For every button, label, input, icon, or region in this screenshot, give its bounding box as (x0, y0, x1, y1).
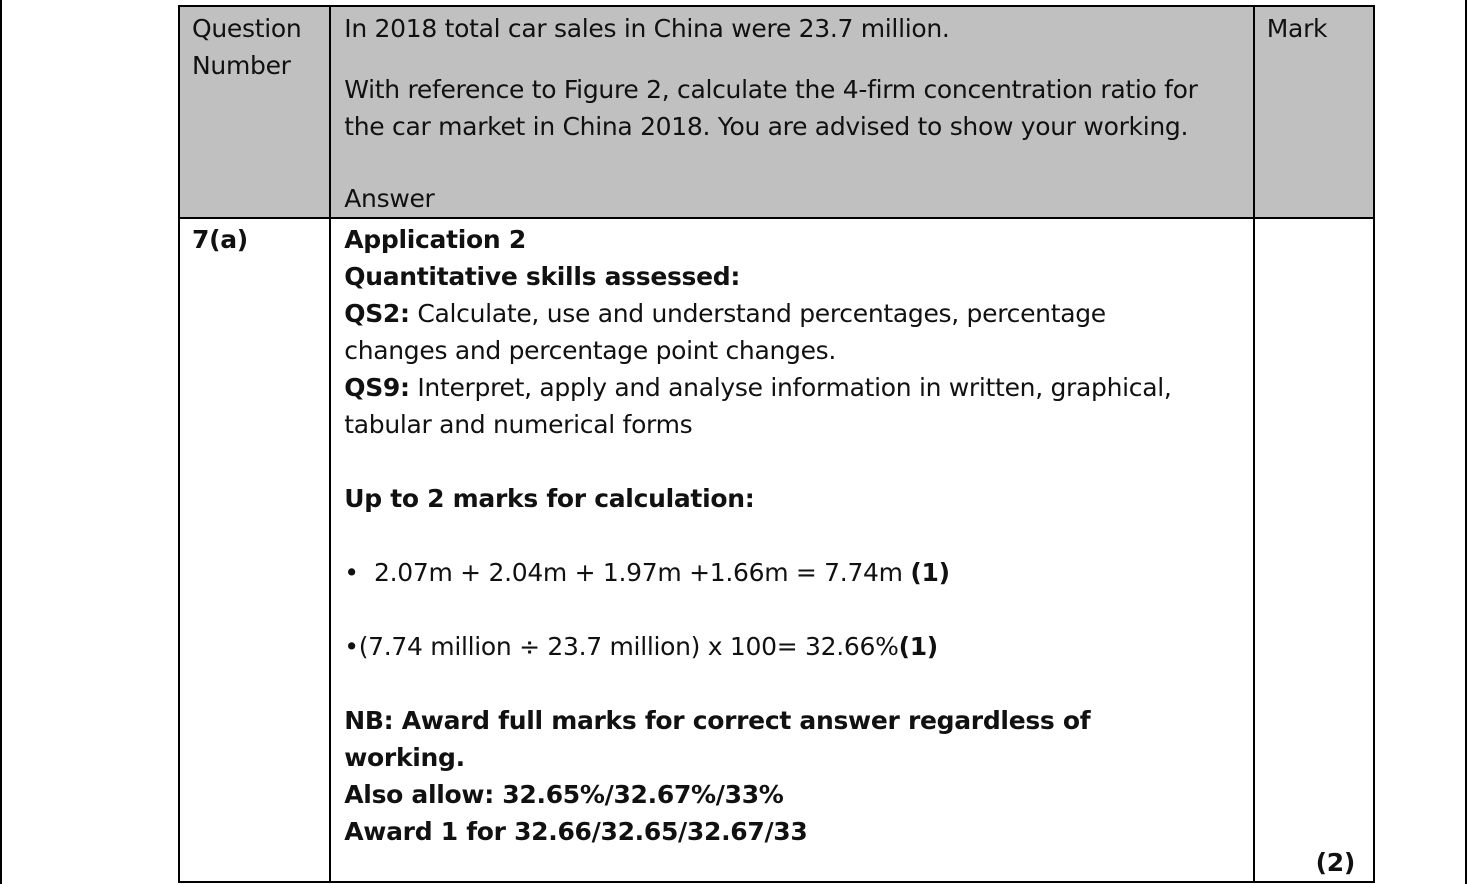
bullet-icon: • (344, 632, 359, 661)
bullet-2-mark: (1) (898, 632, 938, 661)
mark-label: Mark (1266, 14, 1328, 43)
question-header (330, 6, 1254, 218)
bullet-2-text: (7.74 million ÷ 23.7 million) x 100= 32.66% (358, 632, 899, 661)
question-line-1: In 2018 total car sales in China were 23.7 million. (344, 14, 950, 43)
page-border-left (0, 0, 2, 884)
application-heading: Application 2 (344, 225, 526, 254)
page-border-right (1465, 0, 1467, 884)
qs-heading: Quantitative skills assessed: (344, 262, 741, 291)
bullet-icon: • (344, 558, 359, 587)
question-number: 7(a) (192, 225, 248, 254)
qs9-item (344, 369, 1213, 443)
question-number-cell (179, 218, 330, 882)
total-mark: (2) (1315, 848, 1355, 877)
calculation-bullet-2 (344, 628, 1213, 665)
question-number-header (179, 6, 330, 218)
award-one-note: Award 1 for 32.66/32.65/32.67/33 (344, 817, 808, 846)
question-number-label: Question Number (192, 14, 302, 80)
mark-scheme-table (178, 5, 1375, 883)
mark-cell (1254, 218, 1374, 882)
answer-row (179, 218, 1374, 882)
qs2-text: Calculate, use and understand percentages, percentage changes and percentage point changes. (344, 299, 1106, 365)
bullet-1-mark: (1) (910, 558, 950, 587)
calculation-bullet-1 (344, 554, 1213, 591)
question-line-2: With reference to Figure 2, calculate the 4-firm concentration ratio for the car market in China 2018. You are advised to show your working. (344, 75, 1198, 141)
also-allow-note: Also allow: 32.65%/32.67%/33% (344, 780, 784, 809)
qs2-code: QS2: (344, 299, 410, 328)
qs2-item (344, 295, 1213, 369)
qs9-code: QS9: (344, 373, 410, 402)
calculation-heading: Up to 2 marks for calculation: (344, 484, 755, 513)
nb-note: NB: Award full marks for correct answer regardless of working. (344, 706, 1091, 772)
qs9-text: Interpret, apply and analyse information in written, graphical, tabular and numerical forms (344, 373, 1172, 439)
bullet-1-text: 2.07m + 2.04m + 1.97m +1.66m = 7.74m (374, 558, 903, 587)
answer-cell (330, 218, 1254, 882)
mark-header (1254, 6, 1374, 218)
header-row (179, 6, 1374, 218)
answer-label: Answer (344, 184, 435, 213)
